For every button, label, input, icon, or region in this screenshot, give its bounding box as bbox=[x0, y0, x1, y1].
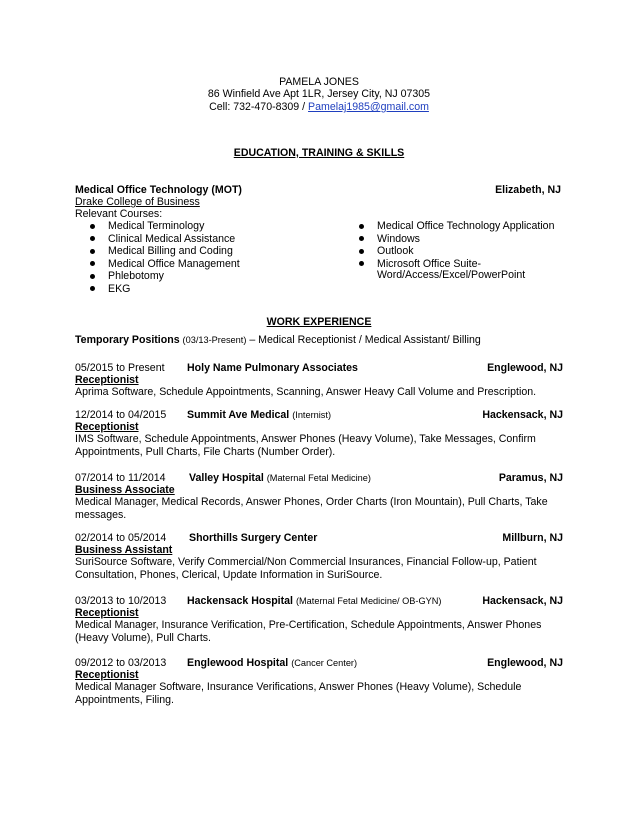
program-title: Medical Office Technology (MOT) bbox=[75, 184, 242, 196]
courses-left-list bbox=[87, 220, 240, 295]
job-description: Medical Manager, Insurance Verification, Pre-Certification, Schedule Appointments, Answer Phones (Heavy Volume), Pull Charts. bbox=[75, 619, 542, 644]
job-header bbox=[75, 409, 563, 422]
separator: / bbox=[302, 101, 306, 113]
job-description: SuriSource Software, Verify Commercial/Non Commercial Insurances, Financial Follow-up, Patient Consultation, Phones, Clerical, Update Information in SuriSource. bbox=[75, 556, 537, 581]
list-item: Medical Office Management bbox=[87, 258, 240, 271]
list-item: Medical Office Technology Application bbox=[356, 220, 554, 233]
job-dates: 02/2014 to 05/2014 bbox=[75, 532, 167, 544]
program-location: Elizabeth, NJ bbox=[495, 184, 561, 196]
list-item: EKG bbox=[87, 283, 240, 296]
courses-label: Relevant Courses: bbox=[75, 208, 163, 220]
job-location: Hackensack, NJ bbox=[482, 409, 563, 421]
list-item: Windows bbox=[356, 233, 554, 246]
job-location: Englewood, NJ bbox=[487, 362, 563, 374]
list-item: Medical Terminology bbox=[87, 220, 240, 233]
job-dates: 09/2012 to 03/2013 bbox=[75, 657, 167, 669]
job-dates: 12/2014 to 04/2015 bbox=[75, 409, 167, 421]
job-note: (Internist) bbox=[292, 410, 332, 420]
job-header bbox=[75, 657, 563, 670]
temp-dates: (03/13-Present) bbox=[182, 335, 247, 345]
job-note: (Maternal Fetal Medicine) bbox=[266, 473, 371, 483]
temp-positions bbox=[75, 334, 481, 346]
job-employer: Summit Ave Medical bbox=[187, 409, 290, 421]
email-link[interactable]: Pamelaj1985@gmail.com bbox=[308, 101, 429, 113]
job-title: Receptionist bbox=[75, 421, 139, 433]
job-employer: Holy Name Pulmonary Associates bbox=[187, 362, 358, 374]
list-item-continuation: Word/Access/Excel/PowerPoint bbox=[377, 269, 526, 281]
job-header bbox=[75, 595, 563, 608]
job-location: Paramus, NJ bbox=[498, 472, 563, 484]
job-dates: 03/2013 to 10/2013 bbox=[75, 595, 167, 607]
work-heading: WORK EXPERIENCE bbox=[266, 316, 372, 328]
candidate-name: PAMELA JONES bbox=[279, 76, 359, 88]
list-item: Clinical Medical Assistance bbox=[87, 233, 240, 246]
temp-title: Temporary Positions bbox=[75, 334, 180, 346]
job-title: Business Assistant bbox=[75, 544, 173, 556]
job-location: Englewood, NJ bbox=[487, 657, 563, 669]
job-dates: 07/2014 to 11/2014 bbox=[75, 472, 166, 484]
job-employer-group bbox=[187, 409, 331, 421]
list-item: Microsoft Office Suite- bbox=[356, 258, 554, 271]
job-employer-group bbox=[189, 472, 371, 484]
phone: Cell: 732-470-8309 bbox=[209, 101, 300, 113]
list-item: Phlebotomy bbox=[87, 270, 240, 283]
job-header bbox=[75, 362, 563, 375]
education-heading: EDUCATION, TRAINING & SKILLS bbox=[233, 147, 405, 159]
job-title: Business Associate bbox=[75, 484, 175, 496]
list-item: Outlook bbox=[356, 245, 554, 258]
school-name: Drake College of Business bbox=[75, 196, 200, 208]
list-item: Medical Billing and Coding bbox=[87, 245, 240, 258]
courses-right-list bbox=[356, 220, 554, 282]
job-employer: Shorthills Surgery Center bbox=[189, 532, 318, 544]
job-description: Medical Manager, Medical Records, Answer Phones, Order Charts (Iron Mountain), Pull Charts, Take messages. bbox=[75, 496, 548, 521]
job-location: Hackensack, NJ bbox=[482, 595, 563, 607]
job-dates: 05/2015 to Present bbox=[75, 362, 165, 374]
job-title: Receptionist bbox=[75, 374, 139, 386]
job-employer: Hackensack Hospital bbox=[187, 595, 293, 607]
contact-line bbox=[0, 101, 638, 113]
job-description: Aprima Software, Schedule Appointments, Scanning, Answer Heavy Call Volume and Prescription. bbox=[75, 386, 537, 398]
job-title: Receptionist bbox=[75, 607, 139, 619]
address: 86 Winfield Ave Apt 1LR, Jersey City, NJ 07305 bbox=[207, 88, 431, 100]
job-employer-group bbox=[187, 657, 357, 669]
job-description: Medical Manager Software, Insurance Verifications, Answer Phones (Heavy Volume), Schedule Appointments, Filing. bbox=[75, 681, 522, 706]
job-note: (Maternal Fetal Medicine/ OB-GYN) bbox=[295, 596, 442, 606]
temp-roles: – Medical Receptionist / Medical Assistant/ Billing bbox=[249, 334, 481, 346]
job-location: Millburn, NJ bbox=[502, 532, 563, 544]
job-employer: Valley Hospital bbox=[189, 472, 264, 484]
job-employer-group bbox=[187, 595, 441, 607]
job-description: IMS Software, Schedule Appointments, Answer Phones (Heavy Volume), Take Messages, Confirm Appointments, Pull Charts, File Charts (Number Order). bbox=[75, 433, 536, 458]
job-employer: Englewood Hospital bbox=[187, 657, 289, 669]
job-title: Receptionist bbox=[75, 669, 139, 681]
job-note: (Cancer Center) bbox=[291, 658, 358, 668]
